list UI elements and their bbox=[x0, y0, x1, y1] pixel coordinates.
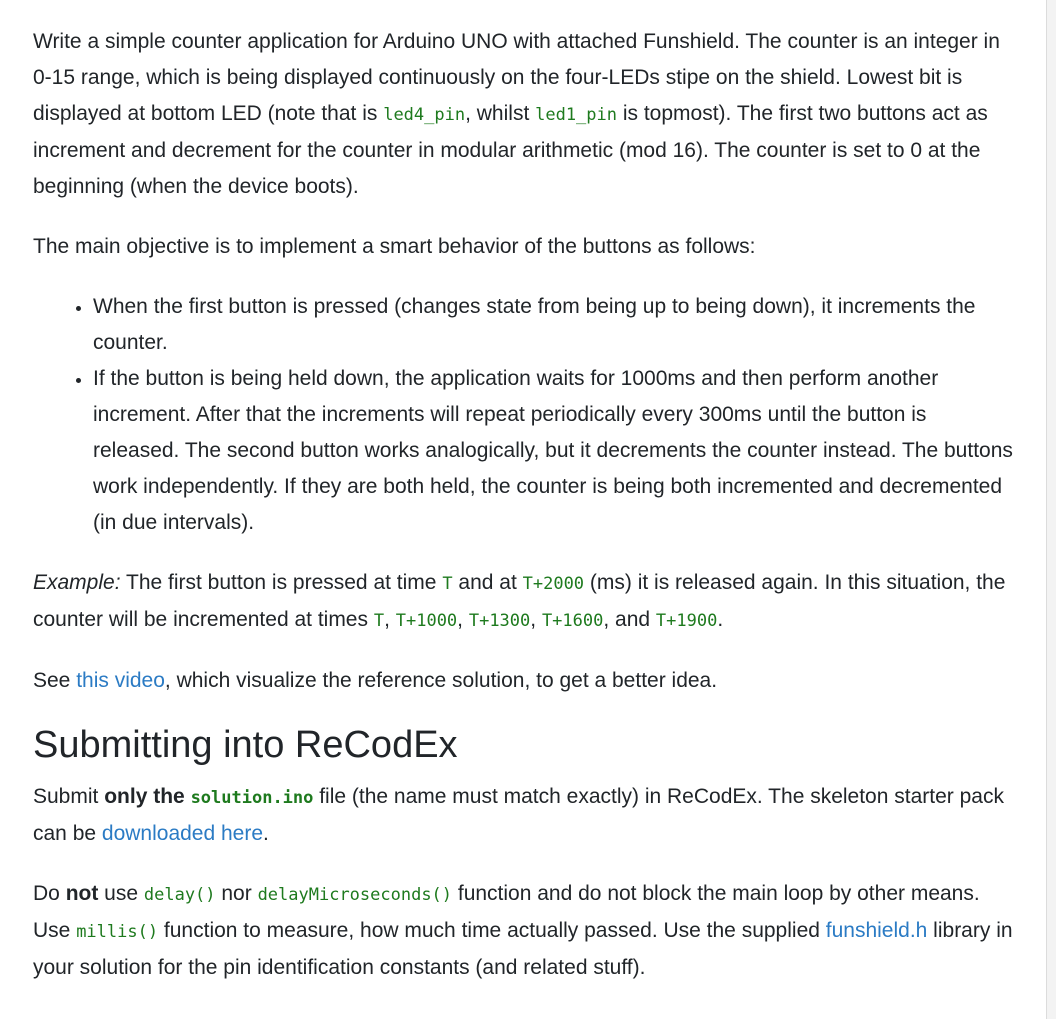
text: , bbox=[457, 608, 469, 631]
code-t-1900: T+1900 bbox=[655, 611, 718, 631]
text: Do bbox=[33, 882, 66, 905]
emphasis-not: not bbox=[65, 882, 99, 905]
code-millis: millis() bbox=[76, 922, 159, 942]
text: nor bbox=[215, 882, 258, 905]
text: and at bbox=[452, 571, 523, 594]
text: Submit bbox=[33, 785, 105, 808]
text: (ms) it is released again. In this situation, the counter will be incremented at times bbox=[33, 571, 1006, 631]
code-led4-pin: led4_pin bbox=[383, 105, 466, 125]
code-t: T bbox=[373, 611, 385, 631]
code-delay: delay() bbox=[143, 885, 216, 905]
text: , which visualize the reference solution, to get a better idea. bbox=[164, 669, 718, 692]
video-link[interactable]: this video bbox=[76, 669, 165, 692]
text: See bbox=[33, 669, 77, 692]
objective-paragraph: The main objective is to implement a smart behavior of the buttons as follows: bbox=[33, 235, 756, 258]
text: , and bbox=[603, 608, 656, 631]
video-paragraph bbox=[33, 663, 1013, 699]
example-paragraph bbox=[33, 565, 1013, 639]
text: file (the name must match exactly) in ReCodEx. The skeleton starter pack can be bbox=[33, 785, 1004, 845]
code-t-1000: T+1000 bbox=[395, 611, 458, 631]
code-t: T bbox=[442, 574, 453, 594]
text: is topmost). The first two buttons act as increment and decrement for the counter in modular arithmetic (mod 16). The counter is set to 0 at the beginning (when the device boots). bbox=[33, 102, 988, 198]
code-solution-ino: solution.ino bbox=[190, 788, 314, 808]
text: . bbox=[717, 608, 724, 631]
text: library in your solution for the pin identification constants (and related stuff). bbox=[33, 919, 1013, 979]
example-label: Example: bbox=[33, 571, 121, 594]
list-item: • When the first button is pressed (changes state from being up to being down), it increments the counter. bbox=[93, 289, 1013, 361]
code-t-2000: T+2000 bbox=[522, 574, 585, 594]
text: use bbox=[98, 882, 144, 905]
text: function and do not block the main loop by other means. Use bbox=[33, 882, 980, 942]
text: . bbox=[263, 822, 269, 845]
submit-paragraph bbox=[33, 779, 1013, 852]
code-t-1300: T+1300 bbox=[468, 611, 531, 631]
code-delay-microseconds: delayMicroseconds() bbox=[257, 885, 453, 905]
text: , bbox=[384, 608, 396, 631]
section-heading-submitting: Submitting into ReCodEx bbox=[33, 724, 458, 766]
text: The first button is pressed at time bbox=[120, 571, 443, 594]
download-link[interactable]: downloaded here bbox=[101, 822, 264, 845]
text: Write a simple counter application for Arduino UNO with attached Funshield. The counter is an integer in 0-15 range, which is being displayed continuously on the four-LEDs stipe on the shield. Lowest bit is displayed at bottom LED (note that is bbox=[33, 30, 1000, 125]
text: , bbox=[530, 608, 542, 631]
behavior-list bbox=[33, 289, 1013, 541]
intro-paragraph bbox=[33, 24, 1013, 205]
emphasis-only-the: only the bbox=[104, 785, 185, 808]
funshield-library-link[interactable]: funshield.h bbox=[825, 919, 928, 942]
code-t-1600: T+1600 bbox=[541, 611, 604, 631]
restrictions-paragraph bbox=[33, 876, 1013, 986]
text: function to measure, how much time actually passed. Use the supplied bbox=[158, 919, 826, 942]
list-item: • If the button is being held down, the application waits for 1000ms and then perform another increment. After that the increments will repeat periodically every 300ms until the button is released. The second button works analogically, but it decrements the counter instead. The buttons work independently. If they are both held, the counter is being both incremented and decremented (in due intervals). bbox=[93, 361, 1013, 541]
code-led1-pin: led1_pin bbox=[535, 105, 617, 125]
text: , whilst bbox=[465, 102, 536, 125]
